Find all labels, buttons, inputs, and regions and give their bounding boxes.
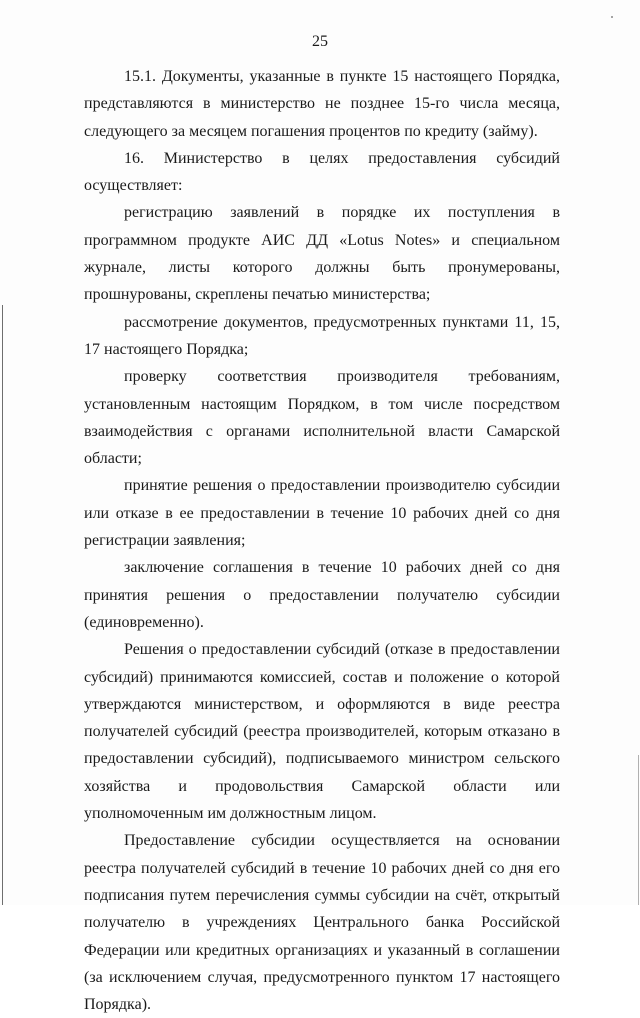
page-number: 25 [312, 33, 328, 50]
paragraph-review: рассмотрение документов, предусмотренных пунктами 11, 15, 17 настоящего Порядка; [84, 313, 560, 358]
paragraph-15-1: 15.1. Документы, указанные в пункте 15 настоящего Порядка, представляются в министерство не позднее 15-го числа месяца, следующего за месяцем погашения процентов по кредиту (займу). [84, 68, 560, 140]
scan-edge-right [638, 755, 639, 905]
scan-edge-left [2, 305, 3, 905]
document-body [84, 63, 560, 1018]
paragraph-payment: Предоставление субсидии осуществляется на основании реестра получателей субсидий в течение 10 рабочих дней со дня его подписания путем перечисления суммы субсидии на счёт, открытый получателю в учреждениях Центрального банка Российской Федерации или кредитных организациях и указанный в соглашении (за исключением случая, предусмотренного пунктом 17 настоящего Порядка). [84, 832, 560, 1014]
paragraph-decisions-commission: Решения о предоставлении субсидий (отказе в предоставлении субсидий) принимаются комиссией, состав и положение о которой утверждаются министерством, и оформляются в виде реестра получателей субсидий (реестра производителей, которым отказано в предоставлении субсидий), подписываемого министром сельского хозяйства и продовольствия Самарской области или уполномоченным им должностным лицом. [84, 641, 560, 823]
paragraph-agreement: заключение соглашения в течение 10 рабочих дней со дня принятия решения о предоставлении получателю субсидии (единовременно). [84, 559, 560, 631]
paragraph-registration: регистрацию заявлений в порядке их поступления в программном продукте АИС ДД «Lotus Notes» и специальном журнале, листы которого должны быть пронумерованы, прошнурованы, скреплены печатью министерства; [84, 204, 560, 304]
paragraph-16: 16. Министерство в целях предоставления субсидий осуществляет: [84, 149, 560, 195]
scan-speck [611, 16, 613, 18]
paragraph-decision: принятие решения о предоставлении производителю субсидии или отказе в ее предоставлении в течение 10 рабочих дней со дня регистрации заявления; [84, 477, 560, 550]
paragraph-verification: проверку соответствия производителя требованиям, установленным настоящим Порядком, в том числе посредством взаимодействия с органами исполнительной власти Самарской области; [84, 368, 560, 468]
